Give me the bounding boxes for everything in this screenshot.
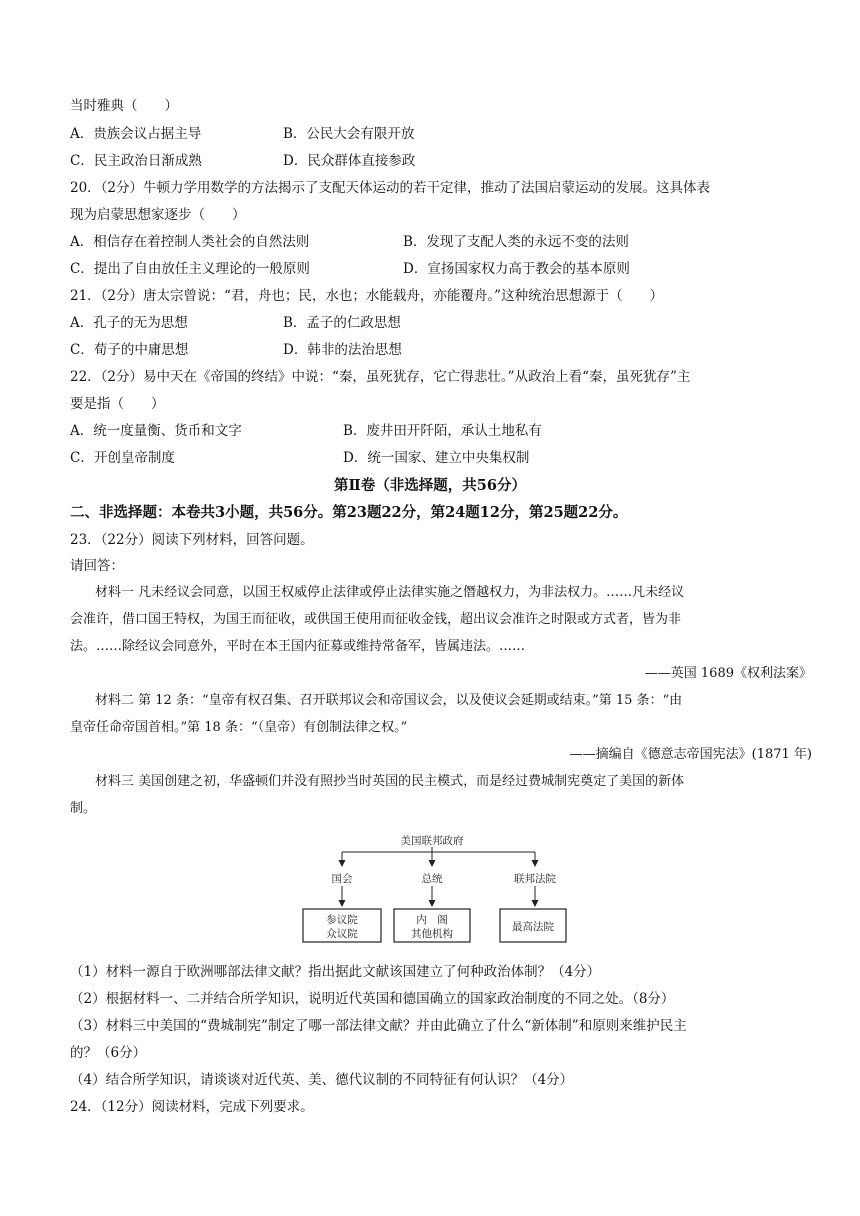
q22-option-a: A．统一度量衡、货币和文字 [70,423,242,439]
diagram-box3-line1: 最高法院 [512,921,554,933]
q19-option-d: D．民众群体直接参政 [283,153,416,169]
q21-option-d: D．韩非的法治思想 [283,342,402,358]
q23-material1-line1: 材料一 凡未经议会同意，以国王权威停止法律或停止法律实施之僭越权力，为非法权力。……凡未经议 [95,585,685,600]
q20-option-c: C．提出了自由放任主义理论的一般原则 [70,261,310,277]
q20-stem-line1: 20．（2分）牛顿力学用数学的方法揭示了支配天体运动的若干定律，推动了法国启蒙运动的发展。这具体表 [70,180,711,196]
q20-option-b: B．发现了支配人类的永远不变的法则 [403,234,629,250]
q22-stem-line1: 22．（2分）易中天在《帝国的终结》中说：“秦，虽死犹存，它亡得悲壮。”从政治上看“秦，虽死犹存”主 [70,369,691,385]
q23-material2-line1: 材料二 第 12 条：“皇帝有权召集、召开联邦议会和帝国议会，以及使议会延期或结束。”第 15 条：“由 [95,693,683,708]
q23-prompt: 请回答： [70,558,124,574]
section2-heading: 二、非选择题：本卷共3小题，共56分。第23题22分，第24题12分，第25题22分。 [70,504,628,521]
q19-stem-tail: 当时雅典（ ） [70,98,178,114]
q24-stem: 24．（12分）阅读材料，完成下列要求。 [70,1099,314,1115]
diagram-box2-line2: 其他机构 [411,928,453,940]
q23-material1-line2: 会准许，借口国王特权，为国王而征收，或供国王使用而征收金钱，超出议会准许之时限或方式者，皆为非 [70,612,682,627]
q23-material1-source: ——英国 1689《权利法案》 [644,666,812,681]
q23-material3-line2: 制。 [70,801,97,816]
q20-option-a: A．相信存在着控制人类社会的自然法则 [70,234,310,250]
section2-title: 第Ⅱ卷（非选择题，共56分） [334,477,526,494]
q23-sub3-line2: 的？（6分） [70,1045,147,1061]
q20-stem-line2: 现为启蒙思想家逐步（ ） [70,207,246,223]
diagram-branch-president: 总统 [421,873,443,885]
diagram-box1-line2: 众议院 [326,928,358,940]
diagram-box1-line1: 参议院 [326,914,358,926]
diagram-box2-line1: 内 阁 [416,914,448,926]
q23-sub2: （2）根据材料一、二并结合所学知识，说明近代英国和德国确立的国家政治制度的不同之处。（8分） [70,991,675,1007]
q23-material1-line3: 法。……除经议会同意外，平时在本王国内征募或维持常备军，皆属违法。…… [70,639,526,654]
q21-stem: 21．（2分）唐太宗曾说：“君，舟也；民，水也；水能载舟，亦能覆舟。”这种统治思想源于（ ） [70,288,664,304]
q23-material3-line1: 材料三 美国创建之初，华盛顿们并没有照抄当时英国的民主模式，而是经过费城制宪奠定了美国的新体 [95,774,685,789]
q19-option-c: C．民主政治日渐成熟 [70,153,202,169]
q22-option-b: B．废井田开阡陌，承认土地私有 [343,423,542,439]
q21-option-a: A．孔子的无为思想 [70,315,188,331]
q22-stem-line2: 要是指（ ） [70,396,165,412]
q22-option-c: C．开创皇帝制度 [70,450,175,466]
us-government-structure-diagram [297,832,567,946]
q23-material2-line2: 皇帝任命帝国首相。”第 18 条：“（皇帝）有创制法律之权。” [70,720,408,735]
diagram-branch-court: 联邦法院 [514,873,556,885]
q19-option-b: B．公民大会有限开放 [283,126,415,142]
diagram-branch-congress: 国会 [331,873,353,885]
q20-option-d: D．宣扬国家权力高于教会的基本原则 [403,261,630,277]
q22-option-d: D．统一国家、建立中央集权制 [343,450,530,466]
q23-stem: 23．（22分）阅读下列材料，回答问题。 [70,532,314,548]
diagram-top-label: 美国联邦政府 [400,835,464,847]
q21-option-b: B．孟子的仁政思想 [283,315,401,331]
q21-option-c: C．荀子的中庸思想 [70,342,189,358]
q23-sub4: （4）结合所学知识，请谈谈对近代英、美、德代议制的不同特征有何认识？（4分） [70,1072,574,1088]
q19-option-a: A．贵族会议占据主导 [70,126,202,142]
q23-material2-source: ——摘编自《德意志帝国宪法》(1871 年) [569,747,812,762]
q23-sub1: （1）材料一源自于欧洲哪部法律文献？指出据此文献该国建立了何种政治体制？（4分） [70,964,601,980]
q23-sub3-line1: （3）材料三中美国的“费城制宪”制定了哪一部法律文献？并由此确立了什么“新体制”和原则来维护民主 [70,1018,687,1034]
